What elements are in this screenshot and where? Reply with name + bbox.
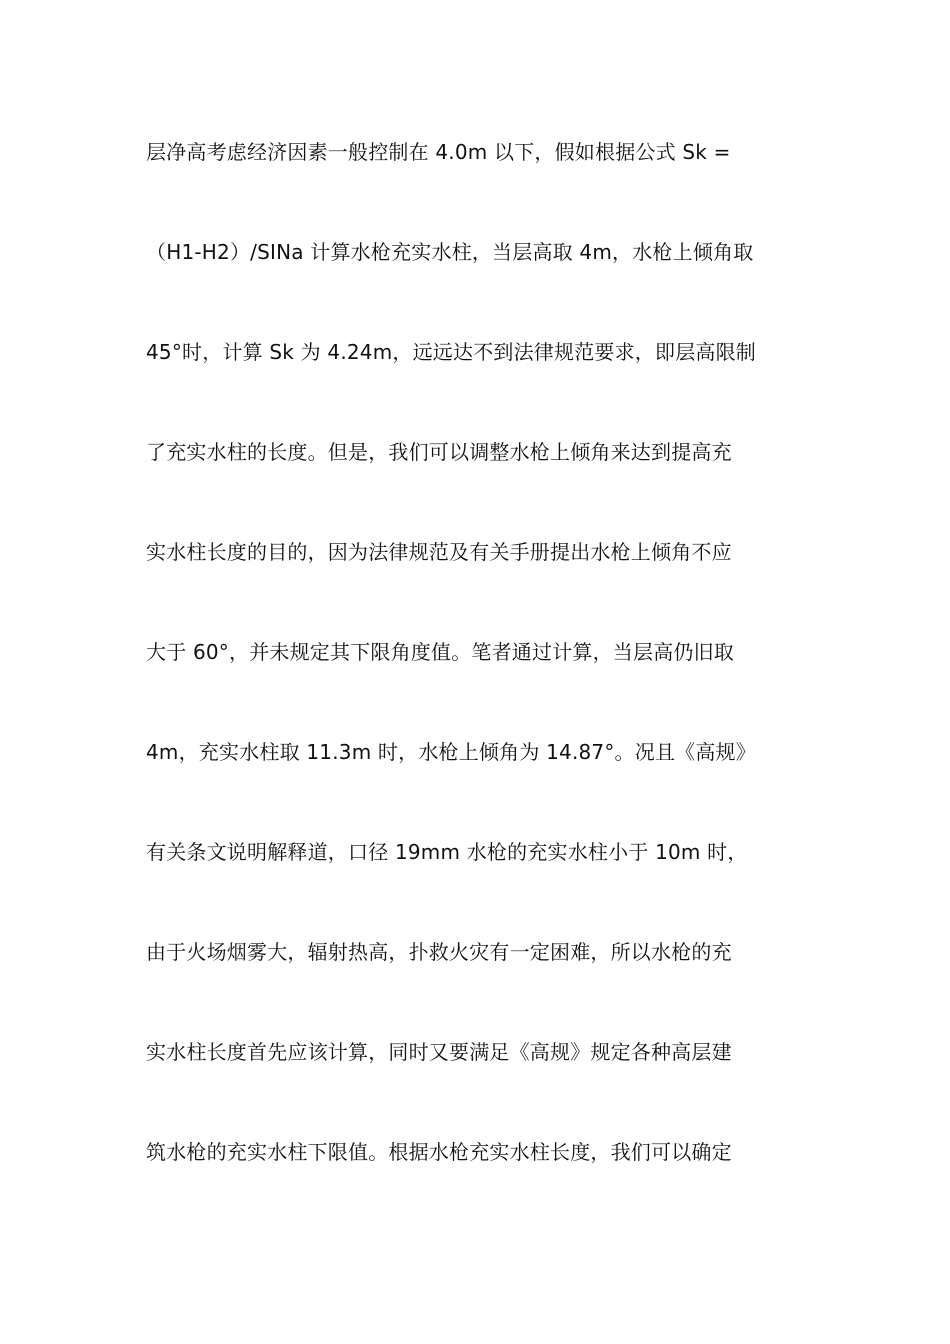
text-line: （H1-H2）/SINa 计算水枪充实水柱，当层高取 4m，水枪上倾角取	[146, 240, 754, 264]
text-line: 有关条文说明解释道，口径 19mm 水枪的充实水柱小于 10m 时，	[146, 840, 748, 864]
text-line: 了充实水柱的长度。但是，我们可以调整水枪上倾角来达到提高充	[146, 440, 732, 464]
text-line: 大于 60°，并未规定其下限角度值。笔者通过计算，当层高仍旧取	[146, 640, 735, 664]
text-line: 实水柱长度首先应该计算，同时又要满足《高规》规定各种高层建	[146, 1040, 732, 1064]
text-line: 筑水枪的充实水柱下限值。根据水枪充实水柱长度，我们可以确定	[146, 1140, 732, 1164]
text-line: 45°时，计算 Sk 为 4.24m，远远达不到法律规范要求，即层高限制	[146, 340, 757, 364]
text-line: 实水柱长度的目的，因为法律规范及有关手册提出水枪上倾角不应	[146, 540, 732, 564]
text-line: 由于火场烟雾大，辐射热高，扑救火灾有一定困难，所以水枪的充	[146, 940, 732, 964]
body-paragraph	[146, 128, 810, 1228]
text-line: 4m，充实水柱取 11.3m 时，水枪上倾角为 14.87°。况且《高规》	[146, 740, 756, 764]
text-line: 层净高考虑经济因素一般控制在 4.0m 以下，假如根据公式 Sk =	[146, 140, 731, 164]
